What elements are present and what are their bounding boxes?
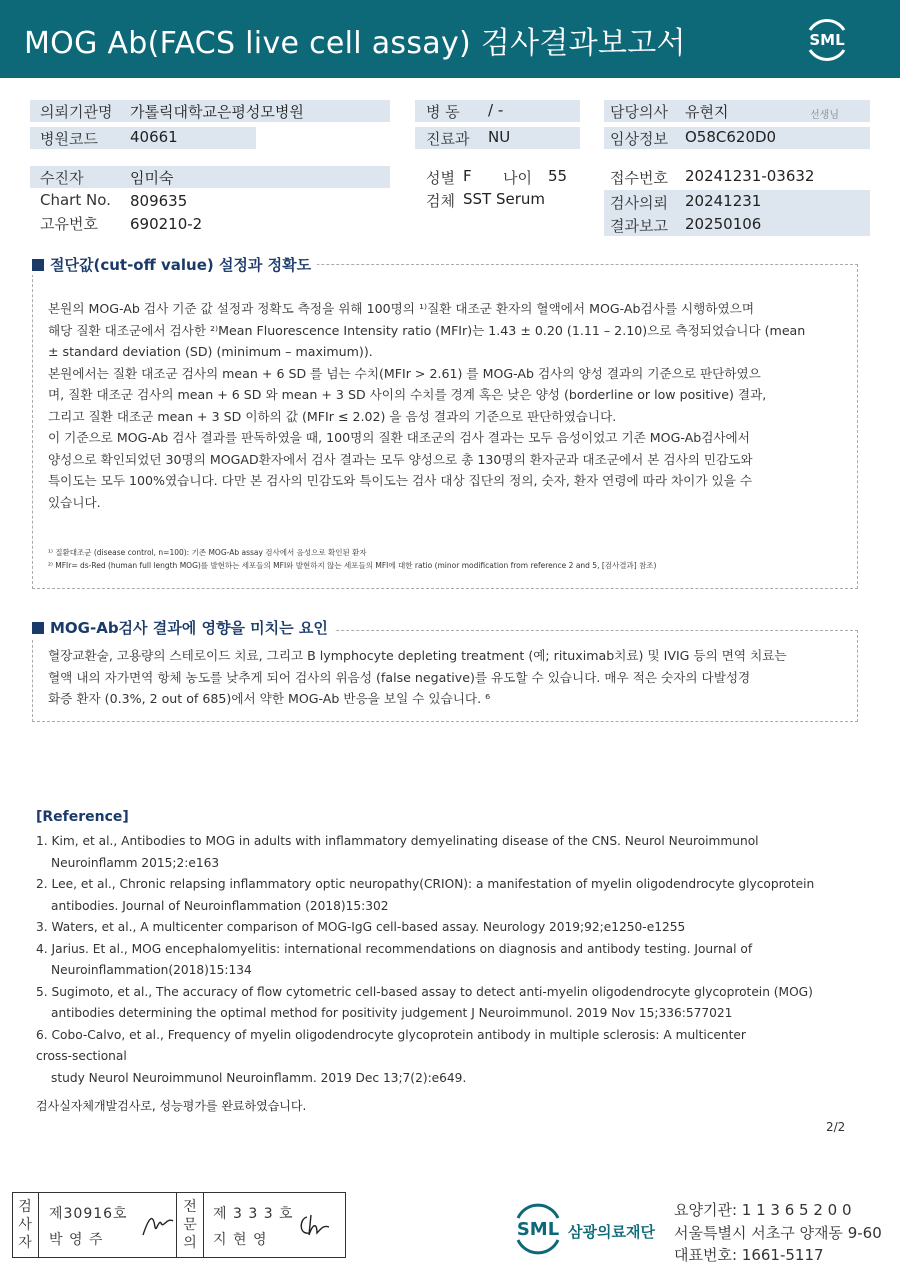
doctor-label: 담당의사: [610, 103, 668, 121]
page-number: 2/2: [826, 1120, 846, 1134]
specialist-signature-icon: [297, 1209, 331, 1239]
reference-line: antibodies determining the optimal method for positivity judgement J Neuroimmunol. 2019 Nov 15;336:577021: [51, 1006, 733, 1020]
reference-list: [36, 831, 856, 1089]
organization-name: 삼광의료재단: [568, 1223, 655, 1241]
specialist-id: 제 3 3 3 호: [213, 1206, 294, 1222]
reference-line: 3. Waters, et al., A multicenter comparison of MOG-IgG cell-based assay. Neurology 2019;92;e1250-e1255: [36, 920, 686, 934]
specialist-name: 지 현 영: [213, 1232, 268, 1248]
uid-value: 690210-2: [130, 215, 203, 233]
square-bullet-icon: [32, 259, 44, 271]
reference-line: 6. Cobo-Calvo, et al., Frequency of myelin oligodendrocyte glycoprotein antibody in multiple sclerosis: A multicenter: [36, 1027, 746, 1042]
reference-line: 1. Kim, et al., Antibodies to MOG in adults with inflammatory demyelinating disease of the CNS. Neurol Neuroimmunol: [36, 834, 759, 848]
reference-line: 2. Lee, et al., Chronic relapsing inflammatory optic neuropathy(CRION): a manifestation of myelin oligodendrocyte glycoprotein: [36, 877, 815, 891]
factors-paragraph: 혈장교환술, 고용량의 스테로이드 치료, 그리고 B lymphocyte depleting treatment (예; rituximab치료) 및 IVIG 등의 면역 치료는 혈액 내의 자가면역 항체 농도를 낮추게 되어 검사의 위음성 (false negative)를 유도할 수 있습니다. 매우 적은 숫자의 다발성경 화증 환자 (0.3%, 2 out of 685)에서 약한 MOG-Ab 반응을 보일 수 있습니다. ⁶: [48, 648, 787, 706]
signature-box: [12, 1192, 346, 1258]
chart-value: 809635: [130, 192, 188, 210]
reference-line: Neuroinflamm 2015;2:e163: [51, 855, 220, 870]
patient-value: 임미숙: [130, 169, 174, 187]
report-date-value: 20250106: [685, 215, 762, 233]
reference-line: 5. Sugimoto, et al., The accuracy of flow cytometric cell-based assay to detect anti-myelin oligodendrocyte glycoprotein (MOG): [36, 984, 813, 999]
receipt-value: 20241231-03632: [685, 167, 815, 185]
institution-label: 의뢰기관명: [40, 103, 113, 121]
dept-label: 진료과: [426, 130, 470, 148]
request-label: 검사의뢰: [610, 194, 668, 212]
square-bullet-icon: [32, 622, 44, 634]
organization-phone: 대표번호: 1661-5117: [674, 1246, 824, 1264]
dept-value: NU: [488, 128, 511, 146]
clinical-label: 임상정보: [610, 130, 668, 148]
svg-text:SML: SML: [809, 31, 845, 49]
examiner-signature-icon: [141, 1209, 175, 1239]
ward-value: / -: [488, 101, 504, 119]
sml-logo-icon: [802, 14, 852, 64]
specialist-label: 전 문 의: [183, 1199, 197, 1251]
report-date-label: 결과보고: [610, 217, 668, 235]
specimen-label: 검체: [426, 192, 455, 210]
age-value: 55: [548, 167, 568, 185]
sex-label: 성별: [426, 169, 455, 187]
specimen-value: SST Serum: [463, 190, 546, 208]
report-header: [0, 0, 900, 78]
sex-value: F: [463, 167, 472, 185]
doctor-value: 유현지: [685, 103, 729, 121]
validation-note: 검사실자체개발검사로, 성능평가를 완료하였습니다.: [36, 1099, 307, 1113]
examiner-label: 검 사 자: [18, 1199, 32, 1251]
report-title: MOG Ab(FACS live cell assay) 검사결과보고서: [24, 26, 686, 61]
doctor-suffix: 선생님: [810, 110, 839, 121]
ward-label: 병 동: [426, 103, 460, 121]
reference-line: Neuroinflammation(2018)15:134: [51, 963, 252, 977]
footnote-2: ²⁾ MFIr= ds-Red (human full length MOG)를 발현하는 세포들의 MFI와 발현하지 않는 세포들의 MFI에 대한 ratio (minor modification from reference 2 and 5, [검사결과] 참조): [48, 561, 657, 570]
sml-footer-logo-icon: [510, 1200, 566, 1256]
chart-label: Chart No.: [40, 191, 111, 209]
clinical-value: O58C620D0: [685, 128, 777, 146]
patient-label: 수진자: [40, 169, 84, 187]
cutoff-section-heading: 절단값(cut-off value) 설정과 정확도: [32, 254, 317, 275]
reference-line: antibodies. Journal of Neuroinflammation (2018)15:302: [51, 898, 389, 913]
uid-label: 고유번호: [40, 215, 98, 233]
cutoff-paragraph: 본원의 MOG-Ab 검사 기준 값 설정과 정확도 측정을 위해 100명의 ¹⁾질환 대조군 환자의 혈액에서 MOG-Ab검사를 시행하였으며 해당 질환 대조군에서 검사한 ²⁾Mean Fluorescence Intensity ratio (MFIr)는 1.43 ± 0.20 (1.11 – 2.10)으로 측정되었습니다 (mean ± standard deviation (SD) (minimum – maximum)). 본원에서는 질환 대조군 검사의 mean + 6 SD 를 넘는 수치(MFIr > 2.61) 를 MOG-Ab 검사의 양성 결과의 기준으로 판단하였으 며, 질환 대조군 검사의 mean + 6 SD 와 mean + 3 SD 사이의 수치를 경계 혹은 낮은 양성 (borderline or low positive) 결과, 그리고 질환 대조군 mean + 3 SD 이하의 값 (MFIr ≤ 2.02) 을 음성 결과의 기준으로 판단하였습니다. 이 기준으로 MOG-Ab 검사 결과를 판독하였을 때, 100명의 질환 대조군의 검사 결과는 모두 음성이었고 기존 MOG-Ab검사에서 양성으로 확인되었던 30명의 MOGAD환자에서 검사 결과는 모두 양성으로 총 130명의 환자군과 대조군에서 본 검사의 민감도와 특이도는 모두 100%였습니다. 다만 본 검사의 민감도와 특이도는 검사 대상 집단의 정의, 숫자, 환자 연령에 따라 차이가 있을 수 있습니다.: [48, 301, 806, 510]
reference-line: 4. Jarius. Et al., MOG encephalomyelitis: international recommendations on diagnosis and antibody testing. Journal of: [36, 941, 753, 956]
examiner-id: 제30916호: [49, 1206, 128, 1222]
organization-address: 서울특별시 서초구 양재동 9-60: [674, 1224, 882, 1242]
factors-section-heading: MOG-Ab검사 결과에 영향을 미치는 요인: [32, 617, 334, 638]
hospital-code-value: 40661: [130, 128, 178, 146]
hospital-code-label: 병원코드: [40, 130, 98, 148]
examiner-name: 박 영 주: [49, 1232, 104, 1248]
svg-text:SML: SML: [516, 1219, 560, 1240]
institution-code: 요양기관: 1 1 3 6 5 2 0 0: [674, 1201, 852, 1219]
institution-value: 가톨릭대학교은평성모병원: [130, 103, 304, 121]
footnote-1: ¹⁾ 질환대조군 (disease control, n=100): 기존 MOG-Ab assay 검사에서 음성으로 확인된 환자: [48, 548, 367, 557]
request-value: 20241231: [685, 192, 762, 210]
reference-line: cross-sectional: [36, 1049, 127, 1063]
age-label: 나이: [503, 169, 532, 187]
reference-title: [Reference]: [36, 809, 129, 825]
receipt-label: 접수번호: [610, 169, 668, 187]
reference-line: study Neurol Neuroimmunol Neuroinflamm. 2019 Dec 13;7(2):e649.: [51, 1070, 467, 1085]
